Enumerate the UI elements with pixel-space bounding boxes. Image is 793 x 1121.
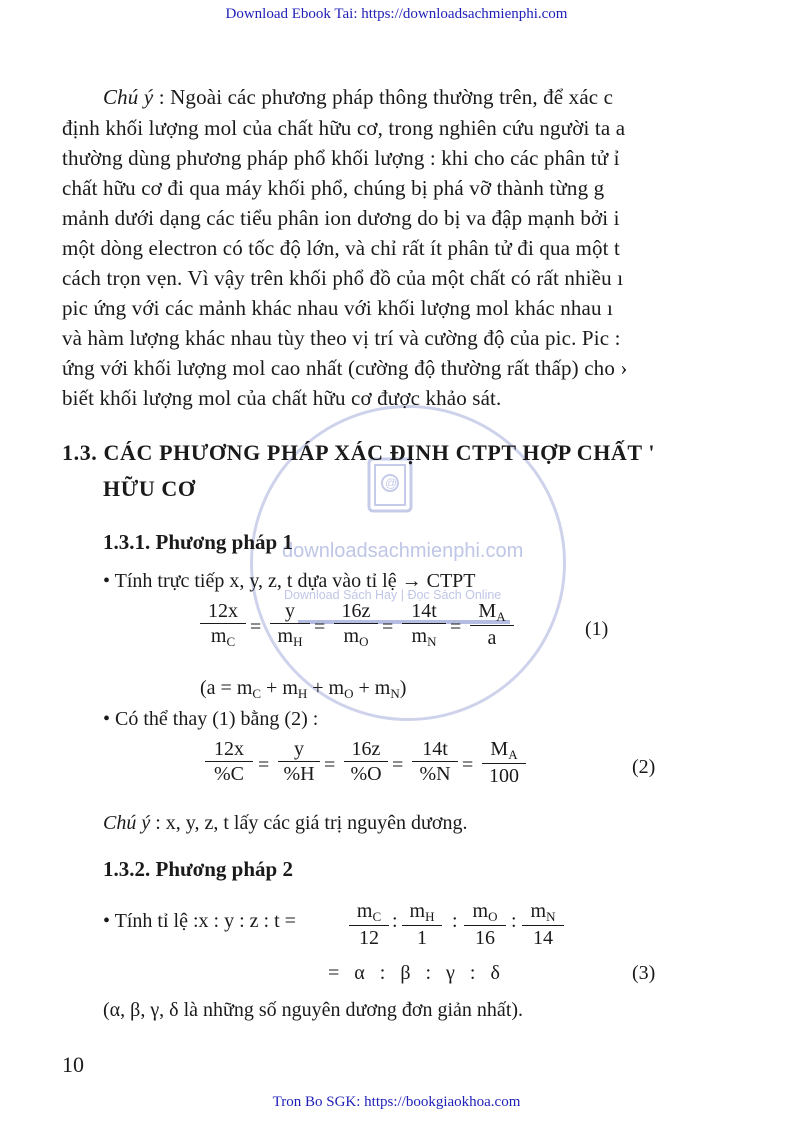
eq1-frac-x: $\frac{12x}{m_C}$ (200, 600, 246, 650)
watermark-title: downloadsachmienphi.com (282, 540, 524, 562)
note-line-7: cách trọn vẹn. Vì vậy trên khối phổ đồ của một chất có rất nhiều ı (62, 266, 624, 290)
eq2-frac-m: $\frac{M_A}{100}$ (482, 738, 526, 788)
method-1-note: Chú ý : x, y, z, t lấy các giá trị nguyên dương. (103, 812, 468, 834)
section-heading: 1.3. CÁC PHƯƠNG PHÁP XÁC ĐỊNH CTPT HỢP CHẤT ' (62, 440, 656, 465)
eq2-frac-t: $\frac{14t}{\%N}$ (412, 738, 458, 786)
eq3-frac-o: $\frac{m_O}{16}$ (464, 900, 506, 950)
footer-sgk-link[interactable]: Tron Bo SGK: https://bookgiaokhoa.com (272, 1094, 521, 1110)
method-1-bullet: • Tính trực tiếp x, y, z, t dựa vào tỉ lệ → CTPT (103, 570, 476, 592)
note-line-1: Chú ý : Ngoài các phương pháp thông thường trên, để xác c (103, 85, 614, 109)
eq1-note: $(a = m_C + m_H + m_O + m_N)$ (200, 677, 407, 701)
eq2-frac-z: $\frac{16z}{\%O}$ (344, 738, 388, 786)
note-line-6: một dòng electron có tốc độ lớn, và chỉ rất ít phân tử đi qua một t (62, 236, 620, 260)
eq3-frac-h: $\frac{m_H}{1}$ (402, 900, 442, 950)
header-download-link[interactable]: Download Ebook Tai: https://downloadsachmienphi.com (225, 6, 568, 22)
eq1-number: (1) (585, 618, 609, 640)
eq2-frac-y: $\frac{y}{\%H}$ (278, 738, 320, 786)
eq3-frac-c: $\frac{m_C}{12}$ (349, 900, 389, 950)
note-line-3: thường dùng phương pháp phổ khối lượng : khi cho các phân tử ỉ (62, 146, 620, 170)
eq1-frac-m: $\frac{M_A}{a}$ (470, 600, 514, 650)
method-1-bullet-2: • Có thể thay (1) bằng (2) : (103, 708, 319, 730)
eq1-frac-y: $\frac{y}{m_H}$ (270, 600, 310, 650)
note-line-9: và hàm lượng khác nhau tùy theo vị trí và cường độ của pic. Pic : (62, 326, 621, 350)
eq3-frac-n: $\frac{m_N}{14}$ (522, 900, 564, 950)
eq2-number: (2) (632, 756, 656, 778)
note-line-8: pic ứng với các mảnh khác nhau với khối lượng mol khác nhau ı (62, 296, 614, 320)
note-line-4: chất hữu cơ đi qua máy khối phổ, chúng bị phá vỡ thành từng g (62, 176, 605, 200)
section-heading-cont: HỮU CƠ (103, 476, 196, 501)
method-1-title: 1.3.1. Phương pháp 1 (103, 530, 293, 554)
ratio-line: = α : β : γ : δ (328, 962, 500, 984)
eq1-frac-z: $\frac{16z}{m_O}$ (334, 600, 378, 650)
method-2-title: 1.3.2. Phương pháp 2 (103, 857, 293, 881)
note-line-10: ứng với khối lượng mol cao nhất (cường độ thường rất thấp) cho › (62, 356, 628, 380)
eq2-frac-x: $\frac{12x}{\%C}$ (205, 738, 253, 786)
eq1-frac-t: $\frac{14t}{m_N}$ (402, 600, 446, 650)
note-line-11: biết khối lượng mol của chất hữu cơ được khảo sát. (62, 386, 502, 410)
eq3-number: (3) (632, 962, 656, 984)
watermark-subtitle: Download Sách Hay | Đọc Sách Online (284, 588, 502, 602)
method-2-closing: (α, β, γ, δ là những số nguyên dương đơn giản nhất). (103, 999, 524, 1021)
page-number: 10 (62, 1052, 84, 1077)
note-line-2: định khối lượng mol của chất hữu cơ, trong nghiên cứu người ta a (62, 116, 626, 140)
svg-text:@: @ (385, 476, 398, 490)
note-line-5: mảnh dưới dạng các tiểu phân ion dương do bị va đập mạnh bởi i (62, 206, 620, 230)
